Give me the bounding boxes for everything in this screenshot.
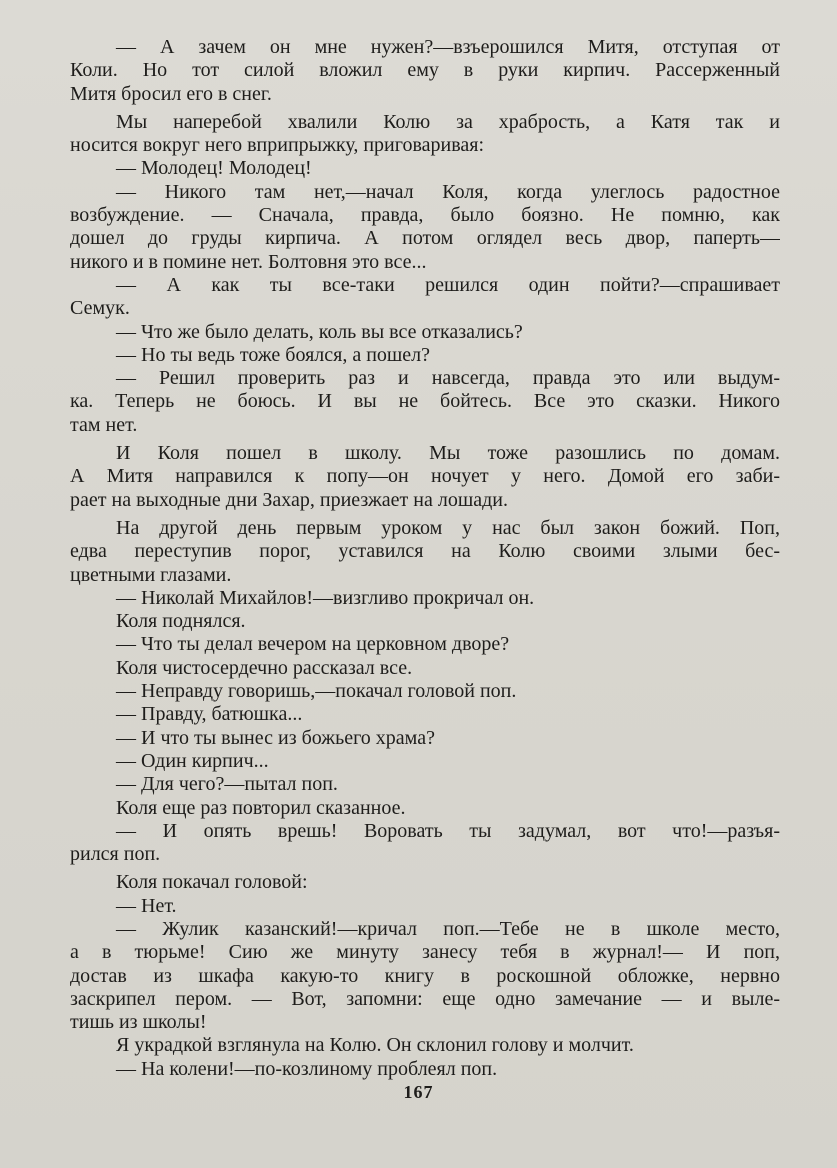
text-line: — Жулик казанский!—кричал поп.—Тебе не в школе место,	[116, 917, 780, 940]
text-line: а в тюрьме! Сию же минуту занесу тебя в журнал!— И поп,	[70, 941, 780, 964]
text-line: И Коля пошел в школу. Мы тоже разошлись по домам.	[116, 442, 780, 465]
text-line: заскрипел пером. — Вот, запомни: еще одно замечание — и выле-	[70, 987, 780, 1010]
text-line: Семук.	[70, 297, 130, 320]
text-line: никого и в помине нет. Болтовня это все...	[70, 250, 427, 273]
text-line: цветными глазами.	[70, 563, 232, 586]
text-line: — Неправду говоришь,—покачал головой поп.	[116, 680, 517, 703]
page-number: 167	[403, 1082, 434, 1102]
text-line: Коля поднялся.	[116, 610, 246, 633]
text-line: — Что же было делать, коль вы все отказались?	[116, 320, 523, 343]
body-text	[70, 36, 780, 1081]
text-line: рился поп.	[70, 843, 161, 866]
text-line: достав из шкафа какую-то книгу в роскошной обложке, нервно	[70, 964, 780, 987]
text-line: — И опять врешь! Воровать ты задумал, вот что!—разъя-	[116, 819, 780, 842]
text-line: — Но ты ведь тоже боялся, а пошел?	[116, 343, 431, 366]
text-line: тишь из школы!	[70, 1011, 207, 1034]
text-line: едва переступив порог, уставился на Колю своими злыми бес-	[70, 540, 780, 563]
text-line: Я украдкой взглянула на Колю. Он склонил голову и молчит.	[116, 1034, 634, 1057]
text-line: — Никого там нет,—начал Коля, когда улеглось радостное	[116, 180, 780, 203]
text-line: там нет.	[70, 413, 138, 436]
text-line: Мы наперебой хвалили Колю за храбрость, а Катя так и	[116, 110, 780, 133]
text-line: носится вокруг него вприпрыжку, приговаривая:	[70, 134, 485, 157]
text-line: ка. Теперь не боюсь. И вы не бойтесь. Все это сказки. Никого	[70, 390, 780, 413]
text-line: — На колени!—по-козлиному проблеял поп.	[116, 1057, 498, 1080]
text-line: Коля чистосердечно рассказал все.	[116, 656, 413, 679]
text-line: рает на выходные дни Захар, приезжает на лошади.	[70, 488, 508, 511]
text-line: — А как ты все-таки решился один пойти?—спрашивает	[116, 273, 780, 296]
text-line: Митя бросил его в снег.	[70, 82, 272, 105]
text-line: — Молодец! Молодец!	[116, 157, 312, 180]
text-line: — Николай Михайлов!—визгливо прокричал он.	[116, 586, 535, 609]
text-line: — А зачем он мне нужен?—взъерошился Митя, отступая от	[116, 36, 780, 58]
text-line: А Митя направился к попу—он ночует у него. Домой его заби-	[70, 465, 780, 488]
text-line: Коля еще раз повторил сказанное.	[116, 796, 406, 819]
text-line: — Нет.	[116, 894, 177, 917]
text-line: — Один кирпич...	[116, 749, 269, 772]
text-line: Коли. Но тот силой вложил ему в руки кирпич. Рассерженный	[70, 59, 780, 82]
text-line: — Решил проверить раз и навсегда, правда это или выдум-	[116, 367, 780, 390]
text-line: — И что ты вынес из божьего храма?	[116, 726, 435, 749]
text-line: Коля покачал головой:	[116, 871, 308, 894]
text-line: возбуждение. — Сначала, правда, было боязно. Не помню, как	[70, 204, 780, 227]
text-line: дошел до груды кирпича. А потом оглядел весь двор, паперть—	[70, 227, 780, 250]
text-line: На другой день первым уроком у нас был закон божий. Поп,	[116, 516, 780, 539]
text-line: — Для чего?—пытал поп.	[116, 773, 338, 796]
text-line: — Правду, батюшка...	[116, 703, 303, 726]
text-line: — Что ты делал вечером на церковном дворе?	[116, 633, 510, 656]
